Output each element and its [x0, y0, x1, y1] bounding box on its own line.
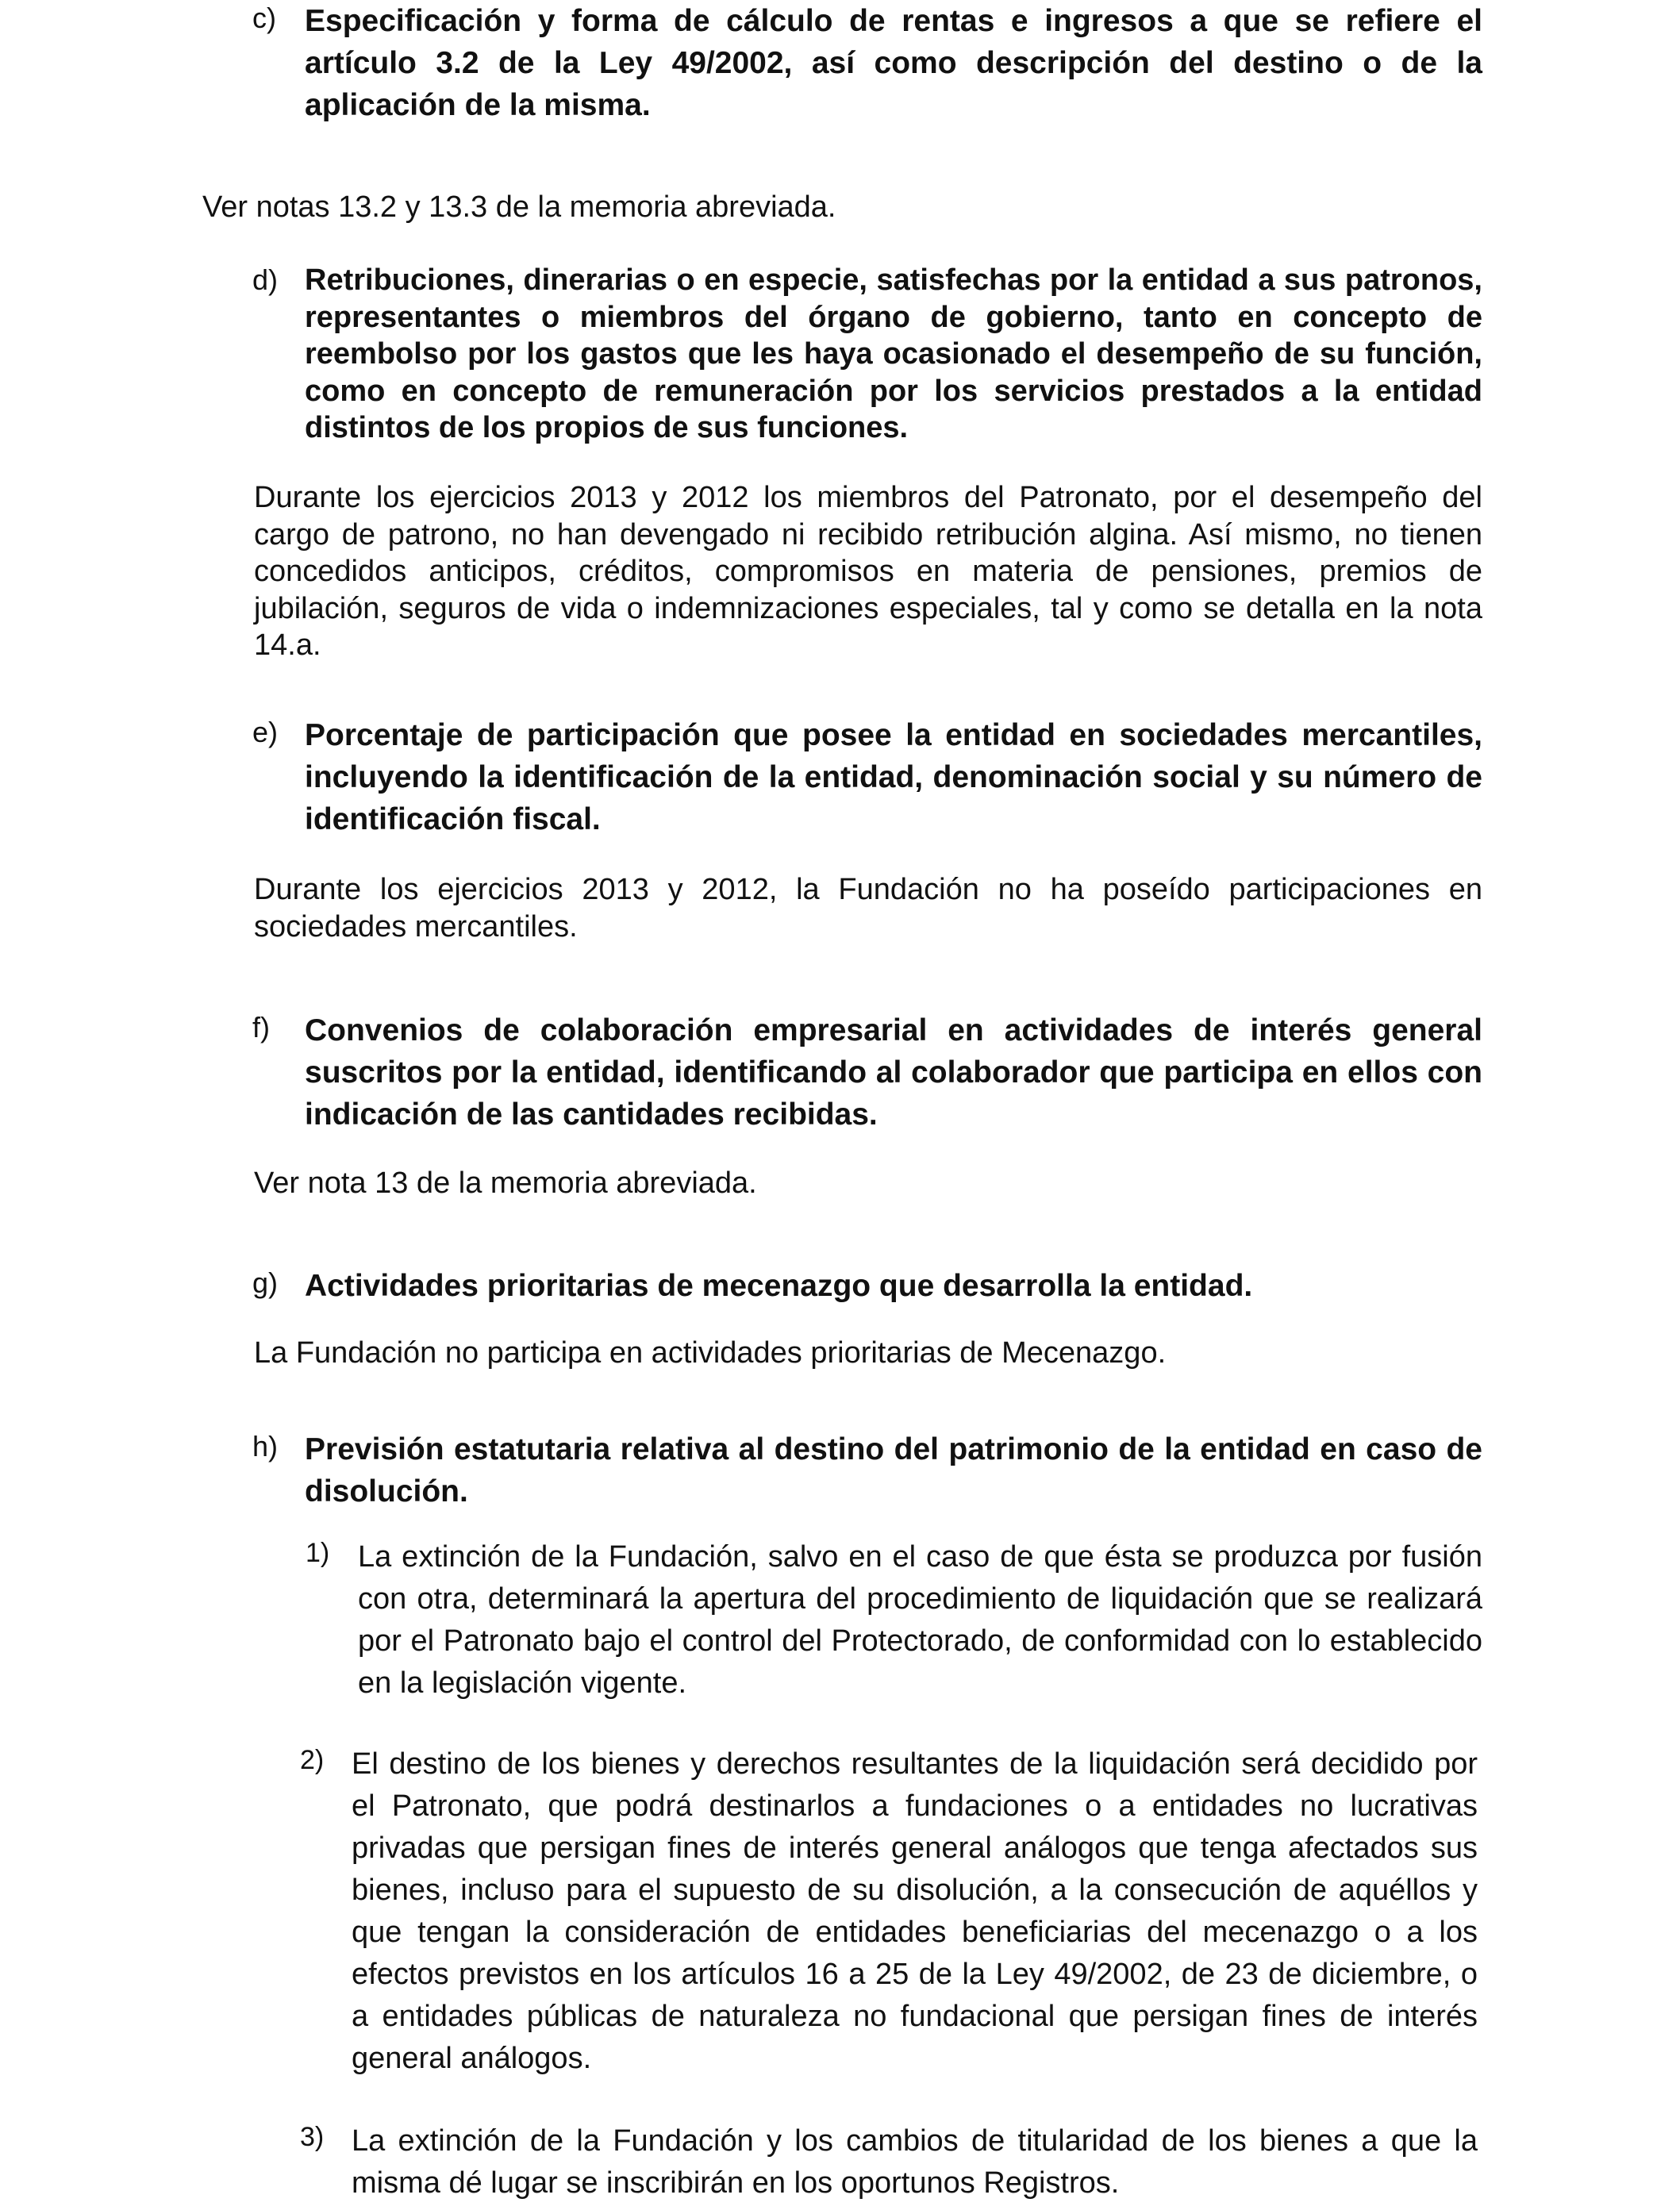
section-d [252, 262, 1482, 447]
section-h-item-2 [300, 1743, 1478, 2080]
section-h-item-3-number: 3) [300, 2122, 325, 2152]
section-f-body: Ver nota 13 de la memoria abreviada. [254, 1166, 757, 1200]
section-e-heading: Porcentaje de participación que posee la entidad en sociedades mercantiles, incluyendo la identificación de la entidad, denominación social y su número de identificación fiscal. [305, 718, 1482, 836]
section-d-letter: d) [252, 263, 279, 296]
section-h-item-3-text: La extinción de la Fundación y los cambios de titularidad de los bienes a que la misma dé lugar se inscribirán en los oportunos Registros. [352, 2124, 1478, 2200]
section-g-body: La Fundación no participa en actividades prioritarias de Mecenazgo. [254, 1336, 1167, 1370]
section-g [252, 1265, 1482, 1307]
section-h-letter: h) [252, 1430, 279, 1462]
section-h-item-3 [300, 2120, 1478, 2204]
section-c-heading: Especificación y forma de cálculo de rentas e ingresos a que se refiere el artículo 3.2 de la Ley 49/2002, así como descripción del destino o de la aplicación de la misma. [305, 4, 1482, 122]
section-h [252, 1428, 1482, 1512]
section-h-item-1-text: La extinción de la Fundación, salvo en el caso de que ésta se produzca por fusión con otra, determinará la apertura del procedimiento de liquidación que se realizará por el Patronato bajo el control del Protectorado, de conformidad con lo establecido en la legislación vigente. [358, 1540, 1482, 1700]
section-c-body: Ver notas 13.2 y 13.3 de la memoria abreviada. [202, 190, 836, 224]
section-h-item-1 [306, 1536, 1482, 1705]
section-e [252, 714, 1482, 840]
section-f [252, 1009, 1482, 1136]
section-h-item-1-number: 1) [306, 1538, 330, 1568]
section-f-letter: f) [252, 1011, 270, 1044]
section-g-heading: Actividades prioritarias de mecenazgo que desarrolla la entidad. [305, 1269, 1253, 1303]
section-h-item-2-number: 2) [300, 1745, 325, 1775]
section-d-body: Durante los ejercicios 2013 y 2012 los miembros del Patronato, por el desempeño del cargo de patrono, no han devengado ni recibido retribución algina. Así mismo, no tienen concedidos anticipos, créditos, compromisos en materia de pensiones, premios de jubilación, seguros de vida o indemnizaciones especiales, tal y como se detalla en la nota 14.a. [254, 481, 1482, 662]
section-e-body: Durante los ejercicios 2013 y 2012, la Fundación no ha poseído participaciones en sociedades mercantiles. [254, 873, 1482, 944]
section-g-letter: g) [252, 1266, 279, 1299]
section-h-heading: Previsión estatutaria relativa al destino del patrimonio de la entidad en caso de disolución. [305, 1432, 1482, 1509]
section-d-heading: Retribuciones, dinerarias o en especie, satisfechas por la entidad a sus patronos, representantes o miembros del órgano de gobierno, tanto en concepto de reembolso por los gastos que les haya ocasionado el desempeño de su función, como en concepto de remuneración por los servicios prestados a la entidad distintos de los propios de sus funciones. [305, 263, 1482, 444]
section-e-letter: e) [252, 716, 279, 748]
section-h-item-2-text: El destino de los bienes y derechos resultantes de la liquidación será decidido por el Patronato, que podrá destinarlos a fundaciones o a entidades no lucrativas privadas que persigan fines de interés general análogos que tenga afectados sus bienes, incluso para el supuesto de su disolución, a la consecución de aquéllos y que tengan la consideración de entidades beneficiarias del mecenazgo o a los efectos previstos en los artículos 16 a 25 de la Ley 49/2002, de 23 de diciembre, o a entidades públicas de naturaleza no fundacional que persigan fines de interés general análogos. [352, 1747, 1478, 2075]
section-f-heading: Convenios de colaboración empresarial en actividades de interés general suscritos por la entidad, identificando al colaborador que participa en ellos con indicación de las cantidades recibidas. [305, 1013, 1482, 1132]
section-c-letter: c) [252, 2, 276, 34]
section-c [252, 0, 1482, 126]
